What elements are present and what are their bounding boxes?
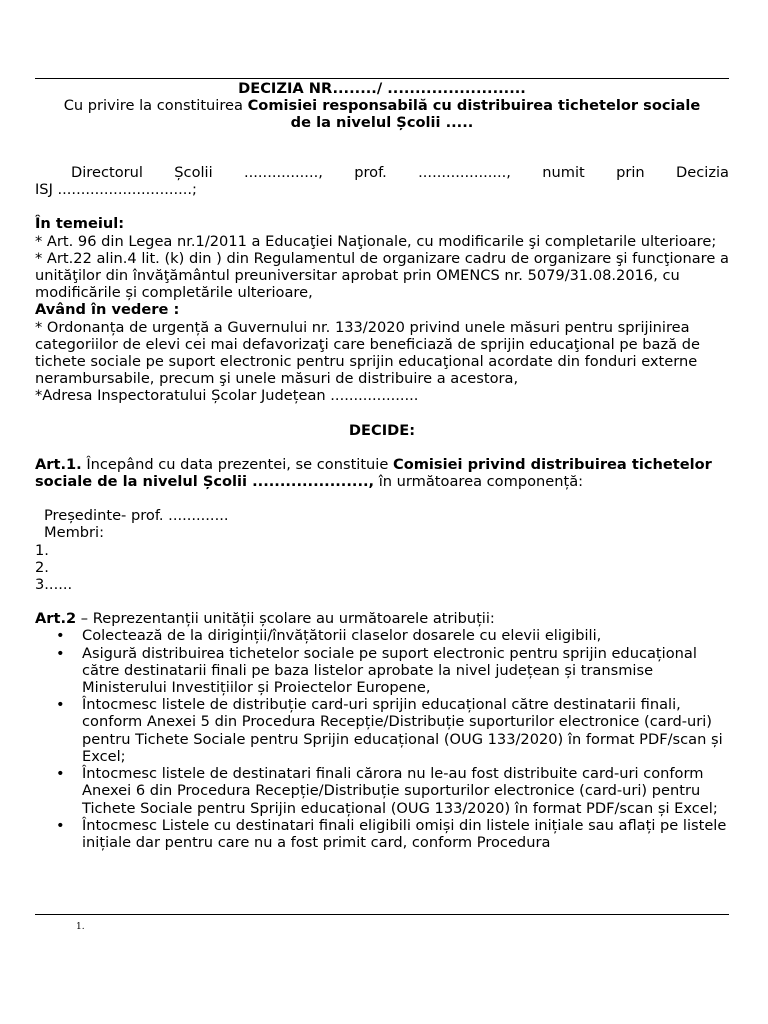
avand-heading: Având în vedere : xyxy=(35,301,180,319)
subtitle-school: de la nivelul Școlii ..... xyxy=(290,114,474,131)
bullet-icon: • xyxy=(56,644,65,662)
art1-text-end: în următoarea componență: xyxy=(374,473,584,491)
decision-subtitle xyxy=(35,97,729,114)
member-item: 1. xyxy=(35,541,49,559)
member-item: 3...... xyxy=(35,576,73,594)
art2-intro: – Reprezentanții unității școlare au următoarele atribuții: xyxy=(76,610,495,628)
art2-paragraph xyxy=(35,610,729,627)
bullet-icon: • xyxy=(56,696,65,714)
list-item: • Colectează de la diriginții/învățătorii claselor dosarele cu elevii eligibili, xyxy=(56,627,602,645)
temei-heading: În temeiul: xyxy=(35,215,125,233)
art1-commission: Comisiei privind distribuirea tichetelor sociale de la nivelul Școlii ....................., xyxy=(35,455,712,491)
avand-item-1: * Ordonanța de urgență a Guvernului nr. 133/2020 privind unele măsuri pentru sprijinirea categoriilor de elevi cei mai defavorizaţi care beneficiază de sprijin educaţional pe bază de tichete sociale pe suport electronic pentru sprijin educaţional acordate din fonduri externe nerambursabile, precum şi unele măsuri de distribuire a acestora, xyxy=(35,318,700,388)
top-divider xyxy=(35,78,729,79)
members-label: Membri: xyxy=(44,524,105,542)
intro-line-1: Directorul Școlii ................, prof. ..................., numit prin Decizia xyxy=(71,164,729,181)
avand-item-2: *Adresa Inspectoratului Școlar Județean ................... xyxy=(35,387,419,405)
art1-paragraph xyxy=(35,456,729,490)
document-body xyxy=(35,164,729,851)
art1-text: Începând cu data prezentei, se constituie xyxy=(81,455,393,473)
list-item: • Întocmesc listele de destinatari finali cărora nu le-au fost distribuite card-uri conform Anexei 6 din Procedura Recepție/Distribuție suporturilor electronice (card-uri) pentru Tichete Sociale pentru Sprijin educațional (OUG 133/2020) în format PDF/scan și Excel; xyxy=(56,765,718,817)
decision-title: DECIZIA NR......../ ......................... xyxy=(238,80,526,97)
list-item: • Întocmesc listele de distribuție card-uri sprijin educațional către destinatarii finali, conform Anexei 5 din Procedura Recepție/Distribuție suporturilor electronice (card-uri) pentru Tichete Sociale pentru Sprijin educațional (OUG 133/2020) în format PDF/scan și Excel; xyxy=(56,696,723,765)
art2-label: Art.2 xyxy=(35,610,77,628)
temei-item-2: * Art.22 alin.4 lit. (k) din ) din Regulamentul de organizare cadru de organizare şi funcţionare a unităţilor din învăţământul preuniversitar aprobat prin OMENCS nr. 5079/31.08.2016, cu modificările și completările ulterioare, xyxy=(35,249,729,302)
art2-duties-list xyxy=(35,627,729,851)
president-line: Președinte- prof. ............. xyxy=(44,507,229,525)
art1-label: Art.1. xyxy=(35,455,82,473)
decide-heading: DECIDE: xyxy=(348,421,416,439)
footnote: 1. xyxy=(76,922,85,932)
bullet-icon: • xyxy=(56,765,65,783)
temei-item-1: * Art. 96 din Legea nr.1/2011 a Educaţiei Naţionale, cu modificarile şi completarile ulterioare; xyxy=(35,232,717,250)
subtitle-commission: Comisiei responsabilă cu distribuirea tichetelor sociale xyxy=(247,97,701,114)
document-header xyxy=(35,80,729,131)
intro-line-2: ISJ .............................; xyxy=(35,181,197,199)
bullet-icon: • xyxy=(56,627,65,645)
list-item: • Asigură distribuirea tichetelor sociale pe suport electronic pentru sprijin educațional către destinatarii finali pe baza listelor aprobate la nivel județean și transmise Ministerului Investițiilor și Proiectelor Europene, xyxy=(56,644,697,697)
list-item: • Întocmesc Listele cu destinatari finali eligibili omiși din listele inițiale sau aflați pe listele inițiale dar pentru care nu a fost primit card, conform Procedura xyxy=(56,816,727,851)
bullet-icon: • xyxy=(56,816,65,834)
subtitle-prefix: Cu privire la constituirea xyxy=(63,97,248,114)
member-item: 2. xyxy=(35,558,49,576)
footnote-divider xyxy=(35,914,729,915)
